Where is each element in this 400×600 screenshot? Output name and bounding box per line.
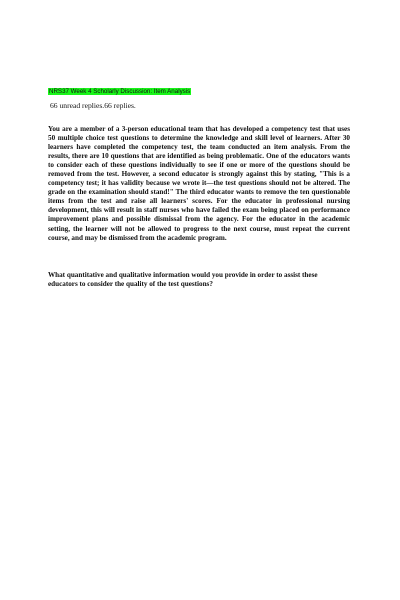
- scenario-paragraph: You are a member of a 3-person educational team that has developed a competency test that uses 50 multiple choice test questions to determine the knowledge and skill level of learners. After 30 learners have completed the competency test, the team conducted an item analysis. From the results, there are 10 questions that are identified as being problematic. One of the educators wants to consider each of these questions individually to see if one or more of the questions should be removed from the test. However, a second educator is strongly against this by stating, "This is a competency test; it has validity because we wrote it—the test questions should not be altered. The grade on the examination should stand!" The third educator wants to remove the ten questionable items from the test and raise all learners' scores. For the educator in professional nursing development, this will result in staff nurses who have failed the exam being placed on performance improvement plans and possible dismissal from the agency. For the educator in the academic setting, the learner will not be allowed to progress to the next course, must repeat the current course, and may be dismissed from the academic program.: [48, 125, 350, 242]
- reply-count: 66 unread replies.66 replies.: [50, 101, 136, 110]
- page-title: NRS37 Week 4 Scholarly Discussion: Item Analysis: [49, 88, 191, 95]
- discussion-question: What quantitative and qualitative information would you provide in order to assist these educators to consider the quality of the test questions?: [48, 271, 318, 289]
